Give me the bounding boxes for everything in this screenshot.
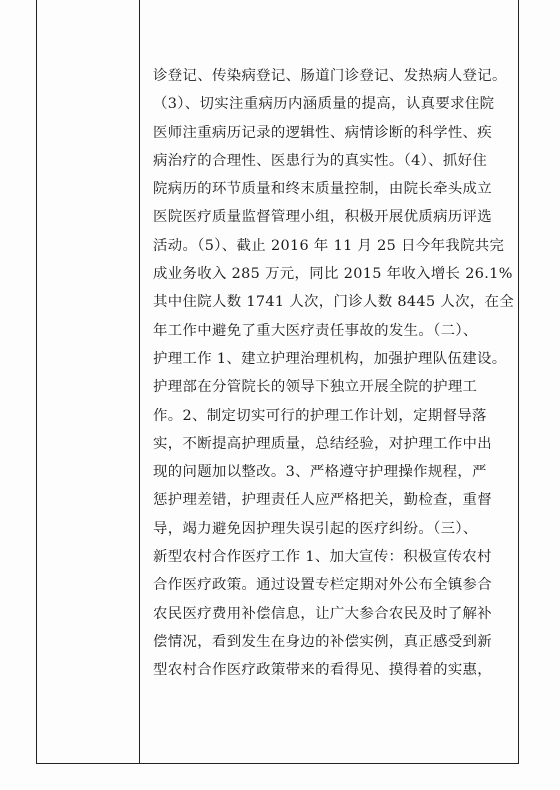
text-line: 导，竭力避免因护理失误引起的医疗纠纷。（三）、 xyxy=(153,520,478,537)
text-line: 护理部在分管院长的领导下独立开展全院的护理工 xyxy=(153,379,478,396)
text-line: 其中住院人数 1741 人次，门诊人数 8445 人次，在全 xyxy=(153,294,515,311)
text-line: 农民医疗费用补偿信息，让广大参合农民及时了解补 xyxy=(153,605,493,622)
text-line: 新型农村合作医疗工作 1、加大宣传：积极宣传农村 xyxy=(153,549,492,566)
text-line: 合作医疗政策。通过设置专栏定期对外公布全镇参合 xyxy=(153,577,493,594)
text-line: 型农村合作医疗政策带来的看得见、摸得着的实惠， xyxy=(153,662,493,679)
text-line: 成业务收入 285 万元，同比 2015 年收入增长 26.1% xyxy=(153,266,513,283)
form-table xyxy=(36,0,519,764)
text-line: 实，不断提高护理质量，总结经验，对护理工作中出 xyxy=(153,435,493,452)
text-line: 诊登记、传染病登记、肠道门诊登记、发热病人登记。 xyxy=(153,68,507,84)
text-line: 病治疗的合理性、医患行为的真实性。（4）、抓好住 xyxy=(153,152,488,169)
text-line: 偿情况，看到发生在身边的补偿实例，真正感受到新 xyxy=(153,633,493,650)
text-line: （3）、切实注重病历内涵质量的提高，认真要求住院 xyxy=(153,96,495,113)
text-line: 作。2、制定切实可行的护理工作计划，定期督导落 xyxy=(153,407,487,424)
table-label-column xyxy=(37,0,140,763)
table-content-cell xyxy=(141,0,518,763)
text-line: 活动。（5）、截止 2016 年 11 月 25 日今年我院共完 xyxy=(153,237,505,254)
text-line: 惩护理差错，护理责任人应严格把关，勤检查，重督 xyxy=(153,492,493,509)
text-line: 医院医疗质量监督管理小组，积极开展优质病历评选 xyxy=(153,209,493,226)
text-line: 护理工作 1、建立护理治理机构，加强护理队伍建设。 xyxy=(153,350,507,367)
text-line: 医师注重病历记录的逻辑性、病情诊断的科学性、疾 xyxy=(153,124,493,141)
text-line: 院病历的环节质量和终末质量控制，由院长牵头成立 xyxy=(153,181,493,198)
text-line: 年工作中避免了重大医疗责任事故的发生。（二）、 xyxy=(153,322,478,339)
text-line: 现的问题加以整改。3、严格遵守护理操作规程，严 xyxy=(153,464,487,481)
